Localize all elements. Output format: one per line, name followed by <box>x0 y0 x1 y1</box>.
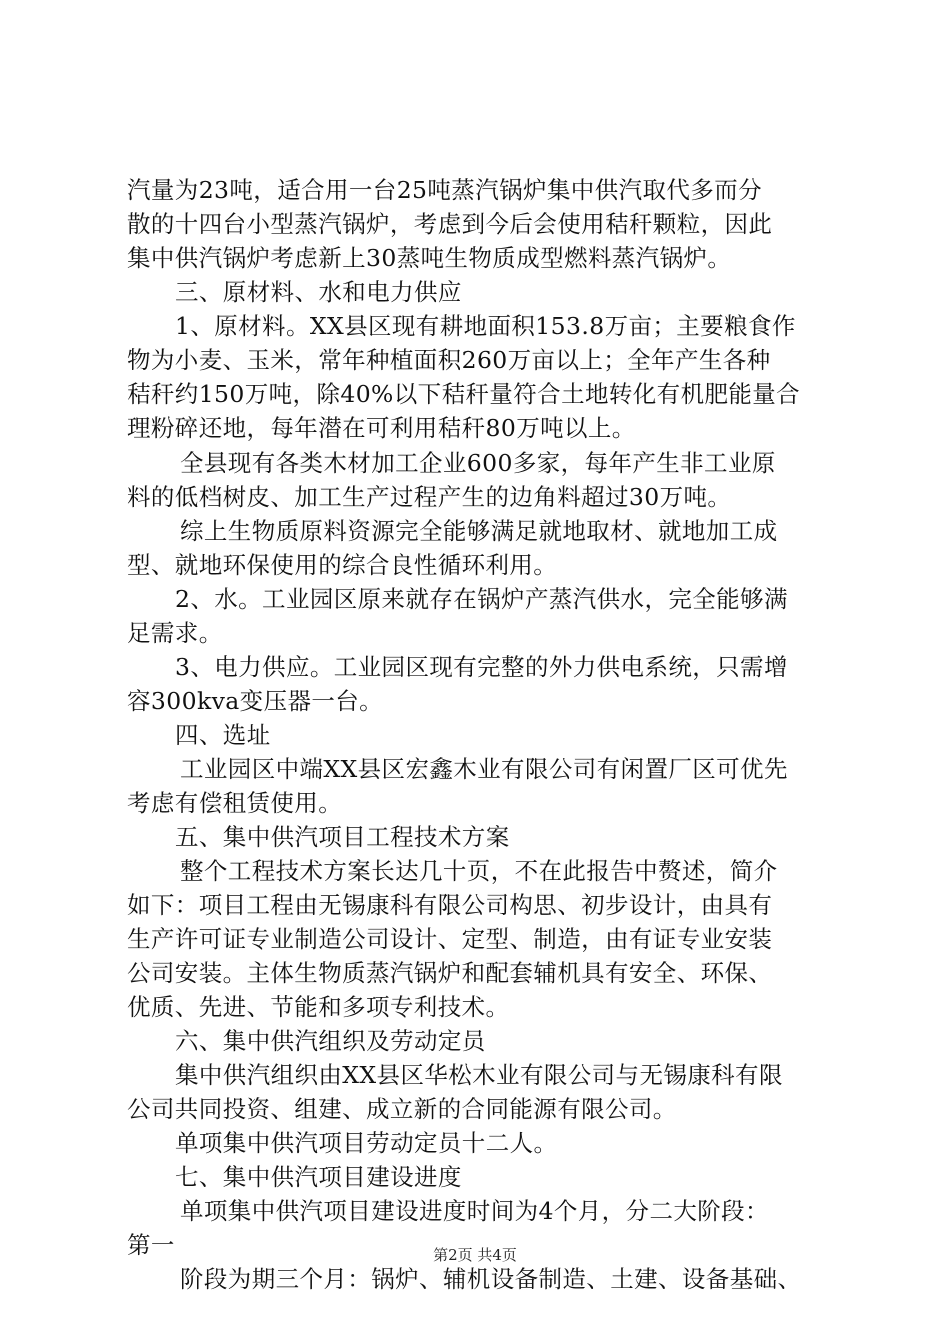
section-heading: 七、集中供汽项目建设进度 <box>175 1163 462 1191</box>
body-line: 秸秆约150万吨，除40%以下秸秆量符合土地转化有机肥能量合 <box>127 380 801 408</box>
body-line: 全县现有各类木材加工企业600多家，每年产生非工业原 <box>180 449 776 477</box>
body-line: 型、就地环保使用的综合良性循环利用。 <box>127 551 558 579</box>
body-line: 第一 <box>127 1231 175 1259</box>
body-line: 优质、先进、节能和多项专利技术。 <box>127 993 510 1021</box>
body-line: 集中供汽组织由XX县区华松木业有限公司与无锡康科有限 <box>175 1061 783 1089</box>
body-line: 如下：项目工程由无锡康科有限公司构思、初步设计，由具有 <box>127 891 773 919</box>
body-line: 物为小麦、玉米，常年种植面积260万亩以上；全年产生各种 <box>127 346 771 374</box>
body-line: 理粉碎还地，每年潜在可利用秸秆80万吨以上。 <box>127 414 636 442</box>
body-line: 集中供汽锅炉考虑新上30蒸吨生物质成型燃料蒸汽锅炉。 <box>127 244 732 272</box>
body-line: 公司安装。主体生物质蒸汽锅炉和配套辅机具有安全、环保、 <box>127 959 773 987</box>
body-line: 散的十四台小型蒸汽锅炉，考虑到今后会使用秸秆颗粒，因此 <box>127 210 773 238</box>
body-line: 公司共同投资、组建、成立新的合同能源有限公司。 <box>127 1095 677 1123</box>
body-line: 整个工程技术方案长达几十页，不在此报告中赘述，简介 <box>180 857 778 885</box>
body-line: 料的低档树皮、加工生产过程产生的边角料超过30万吨。 <box>127 483 732 511</box>
body-line: 汽量为23吨，适合用一台25吨蒸汽锅炉集中供汽取代多而分 <box>127 176 763 204</box>
body-line: 容300kva变压器一台。 <box>127 687 384 715</box>
body-line: 足需求。 <box>127 619 223 647</box>
body-line: 单项集中供汽项目建设进度时间为4个月，分二大阶段： <box>180 1197 769 1225</box>
body-line: 生产许可证专业制造公司设计、定型、制造，由有证专业安装 <box>127 925 773 953</box>
section-heading: 五、集中供汽项目工程技术方案 <box>175 823 510 851</box>
body-line: 1、原材料。XX县区现有耕地面积153.8万亩；主要粮食作 <box>175 312 796 340</box>
section-heading: 四、选址 <box>175 721 271 749</box>
body-line: 3、电力供应。工业园区现有完整的外力供电系统，只需增 <box>175 653 788 681</box>
body-line: 工业园区中端XX县区宏鑫木业有限公司有闲置厂区可优先 <box>180 755 788 783</box>
page-footer: 第2页 共4页 <box>433 1246 517 1264</box>
body-line: 2、水。工业园区原来就存在锅炉产蒸汽供水，完全能够满 <box>175 585 788 613</box>
body-line: 考虑有偿租赁使用。 <box>127 789 343 817</box>
section-heading: 六、集中供汽组织及劳动定员 <box>175 1027 486 1055</box>
body-line: 综上生物质原料资源完全能够满足就地取材、就地加工成 <box>180 517 778 545</box>
body-line: 阶段为期三个月：锅炉、辅机设备制造、土建、设备基础、 <box>180 1265 802 1293</box>
body-line: 单项集中供汽项目劳动定员十二人。 <box>175 1129 558 1157</box>
section-heading: 三、原材料、水和电力供应 <box>175 278 462 306</box>
